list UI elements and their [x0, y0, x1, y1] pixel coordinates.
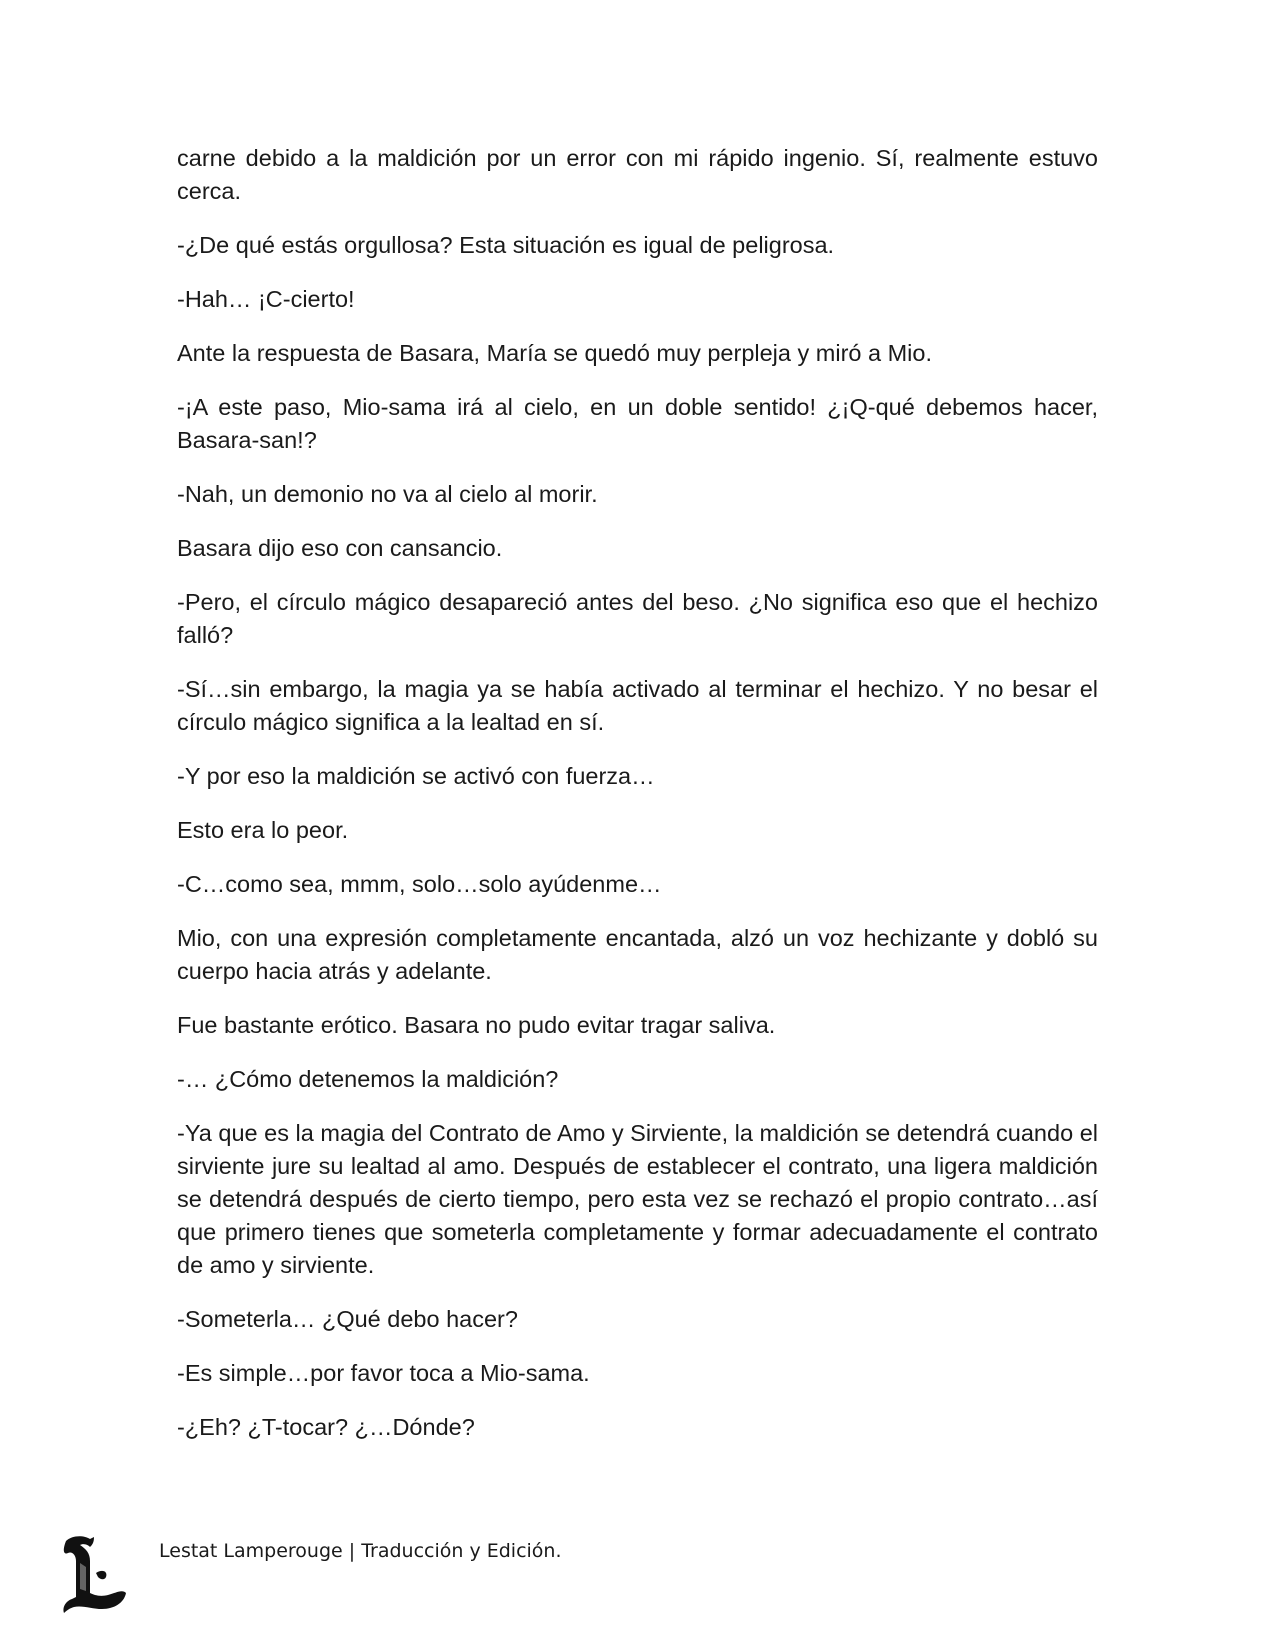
paragraph: Fue bastante erótico. Basara no pudo evitar tragar saliva.: [177, 1012, 776, 1038]
paragraph: Mio, con una expresión completamente encantada, alzó un voz hechizante y dobló su cuerpo hacia atrás y adelante.: [177, 925, 1098, 984]
paragraph: Esto era lo peor.: [177, 817, 349, 843]
paragraph: -C…como sea, mmm, solo…solo ayúdenme…: [177, 871, 662, 897]
paragraph: carne debido a la maldición por un error con mi rápido ingenio. Sí, realmente estuvo cerca.: [177, 145, 1098, 204]
paragraph: Basara dijo eso con cansancio.: [177, 535, 503, 561]
paragraph: -Hah… ¡C-cierto!: [177, 286, 355, 312]
paragraph: -Nah, un demonio no va al cielo al morir.: [177, 481, 598, 507]
paragraph: -Pero, el círculo mágico desapareció antes del beso. ¿No significa eso que el hechizo falló?: [177, 589, 1098, 648]
paragraph: -¿Eh? ¿T-tocar? ¿…Dónde?: [177, 1414, 475, 1440]
paragraph: -¡A este paso, Mio-sama irá al cielo, en un doble sentido! ¿¡Q-qué debemos hacer, Basara-san!?: [177, 394, 1098, 453]
paragraph: -Es simple…por favor toca a Mio-sama.: [177, 1360, 590, 1386]
paragraph: -Sí…sin embargo, la magia ya se había activado al terminar el hechizo. Y no besar el círculo mágico significa a la lealtad en sí.: [177, 676, 1098, 735]
paragraph: -¿De qué estás orgullosa? Esta situación es igual de peligrosa.: [177, 232, 835, 258]
gothic-l-logo: [60, 1533, 130, 1615]
paragraph: -… ¿Cómo detenemos la maldición?: [177, 1066, 559, 1092]
translator-credit: Lestat Lamperouge | Traducción y Edición.: [159, 1540, 562, 1562]
document-body: [177, 142, 1098, 1465]
paragraph: Ante la respuesta de Basara, María se quedó muy perpleja y miró a Mio.: [177, 340, 932, 366]
paragraph: -Someterla… ¿Qué debo hacer?: [177, 1306, 518, 1332]
paragraph: -Ya que es la magia del Contrato de Amo y Sirviente, la maldición se detendrá cuando el sirviente jure su lealtad al amo. Después de establecer el contrato, una ligera maldición se detendrá después de cierto tiempo, pero esta vez se rechazó el propio contrato…así que primero tienes que someterla completamente y formar adecuadamente el contrato de amo y sirviente.: [177, 1120, 1098, 1278]
paragraph: -Y por eso la maldición se activó con fuerza…: [177, 763, 655, 789]
